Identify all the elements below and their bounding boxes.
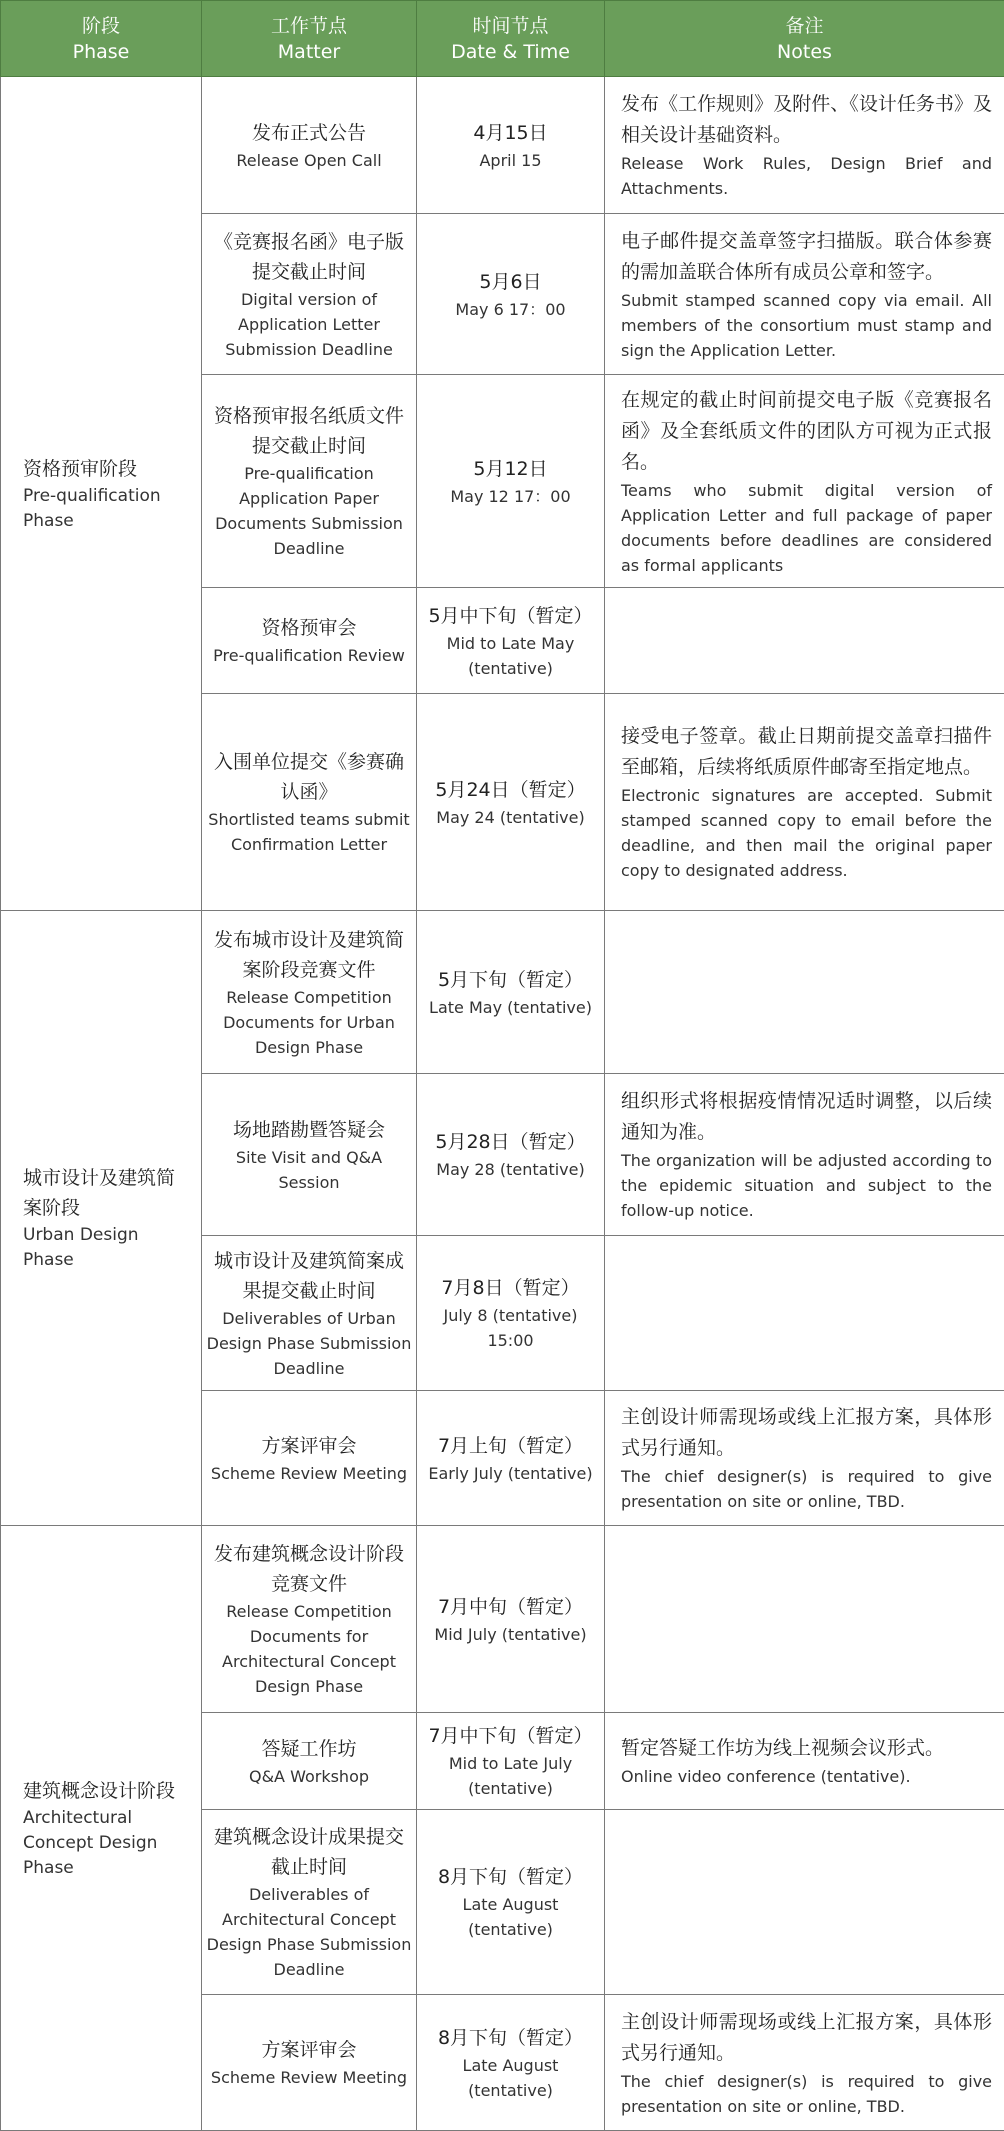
time-cell: [417, 1236, 605, 1391]
phase-cell: [1, 1526, 202, 2131]
header-notes-cn: 备注: [785, 14, 824, 37]
matter-cn: 发布建筑概念设计阶段竞赛文件: [213, 1543, 404, 1595]
matter-cn: 发布正式公告: [251, 121, 366, 144]
notes-en: The organization will be adjusted according to the epidemic situation and subject to the follow-up notice.: [621, 1151, 992, 1220]
matter-cell: [202, 588, 417, 694]
matter-cell: [202, 694, 417, 911]
matter-cell: [202, 1526, 417, 1713]
time-cell: [417, 1995, 605, 2131]
header-phase-en: Phase: [72, 40, 130, 63]
header-notes-en: Notes: [777, 40, 832, 63]
matter-cn: 方案评审会: [261, 1434, 357, 1457]
time-en: July 8 (tentative) 15:00: [443, 1306, 578, 1350]
time-cn: 5月12日: [473, 457, 548, 480]
matter-cn: 场地踏勘暨答疑会: [232, 1118, 385, 1141]
notes-cell: [605, 1810, 1004, 1995]
notes-en: Submit stamped scanned copy via email. All members of the consortium must stamp and sign the Application Letter.: [621, 290, 992, 360]
matter-cell: [202, 1995, 417, 2131]
time-en: May 12 17：00: [450, 486, 571, 506]
time-cell: [417, 1526, 605, 1713]
matter-cn: 答疑工作坊: [261, 1737, 357, 1760]
matter-cn: 发布城市设计及建筑简案阶段竞赛文件: [213, 928, 404, 981]
time-cell: [417, 694, 605, 911]
time-en: May 24 (tentative): [436, 807, 585, 827]
matter-en: Q&A Workshop: [248, 1766, 370, 1786]
matter-cell: [202, 1074, 417, 1236]
time-cn: 4月15日: [473, 121, 548, 144]
time-en: Early July (tentative): [428, 1463, 593, 1483]
notes-cell: [605, 77, 1004, 214]
time-en: Mid July (tentative): [434, 1624, 587, 1644]
header-time-en: Date & Time: [451, 40, 570, 63]
phase-name-cn: 城市设计及建筑简案阶段: [23, 1167, 176, 1219]
notes-en: The chief designer(s) is required to give presentation on site or online, TBD.: [621, 1467, 992, 1511]
time-cn: 7月8日（暂定）: [441, 1277, 580, 1299]
header-notes: [605, 1, 1004, 77]
time-cn: 7月中旬（暂定）: [437, 1595, 584, 1618]
matter-cell: [202, 911, 417, 1074]
time-cell: [417, 911, 605, 1074]
header-time: [417, 1, 605, 77]
notes-cn: 在规定的截止时间前提交电子版《竞赛报名函》及全套纸质文件的团队方可视为正式报名。: [621, 388, 992, 473]
notes-cell: [605, 1074, 1004, 1236]
header-matter-en: Matter: [277, 40, 341, 63]
phase-name-cn: 资格预审阶段: [23, 457, 138, 480]
time-cell: [417, 1074, 605, 1236]
matter-en: Scheme Review Meeting: [210, 1463, 408, 1483]
notes-cn: 发布《工作规则》及附件、《设计任务书》及相关设计基础资料。: [621, 93, 992, 146]
matter-en: Site Visit and Q&A Session: [235, 1147, 383, 1192]
table-row: [1, 911, 1004, 1074]
time-cn: 7月中下旬（暂定）: [428, 1725, 593, 1747]
matter-cell: [202, 1810, 417, 1995]
header-phase: [1, 1, 202, 77]
matter-cell: [202, 1713, 417, 1810]
time-cell: [417, 375, 605, 588]
table-row: [1, 1526, 1004, 1713]
phase-name-en: Urban Design Phase: [23, 1225, 139, 1270]
time-cn: 5月28日（暂定）: [435, 1131, 586, 1153]
phase-cell: [1, 77, 202, 911]
phase-name-en: Pre-qualification Phase: [23, 485, 161, 531]
phase-name-en: Architectural Concept Design Phase: [23, 1807, 158, 1878]
time-en: Mid to Late May (tentative): [446, 633, 575, 678]
phase-name-cn: 建筑概念设计阶段: [23, 1779, 176, 1802]
matter-en: Deliverables of Architectural Concept Design Phase Submission Deadline: [206, 1885, 412, 1979]
notes-en: Online video conference (tentative).: [621, 1767, 911, 1786]
notes-cn: 暂定答疑工作坊为线上视频会议形式。: [621, 1737, 945, 1759]
matter-en: Pre-qualification Application Paper Documents Submission Deadline: [215, 464, 403, 558]
notes-cn: 电子邮件提交盖章签字扫描版。联合体参赛的需加盖联合体所有成员公章和签字。: [621, 229, 992, 283]
matter-en: Pre-qualification Review: [213, 646, 405, 665]
matter-cell: [202, 77, 417, 214]
time-en: Late August (tentative): [462, 2055, 559, 2100]
header-matter: [202, 1, 417, 77]
matter-cn: 城市设计及建筑简案成果提交截止时间: [213, 1249, 404, 1302]
notes-cell: [605, 214, 1004, 375]
time-cn: 7月上旬（暂定）: [437, 1434, 584, 1457]
matter-en: Shortlisted teams submit Confirmation Letter: [208, 810, 410, 854]
matter-en: Release Competition Documents for Architectural Concept Design Phase: [222, 1602, 396, 1696]
time-en: May 6 17：00: [455, 299, 566, 319]
header-time-cn: 时间节点: [472, 14, 549, 37]
matter-cn: 入围单位提交《参赛确认函》: [213, 751, 404, 803]
notes-en: Teams who submit digital version of Application Letter and full package of paper documents before deadlines are considered as formal applicants: [621, 480, 992, 575]
matter-cell: [202, 214, 417, 375]
time-cn: 5月下旬（暂定）: [437, 968, 584, 991]
time-cell: [417, 1810, 605, 1995]
notes-en: The chief designer(s) is required to give presentation on site or online, TBD.: [621, 2071, 992, 2116]
notes-cell: [605, 375, 1004, 588]
notes-cn: 主创设计师需现场或线上汇报方案，具体形式另行通知。: [621, 2010, 992, 2064]
time-cell: [417, 77, 605, 214]
schedule-body: [1, 77, 1004, 2131]
header-row: [1, 1, 1004, 77]
time-cn: 5月中下旬（暂定）: [428, 604, 593, 627]
header-matter-cn: 工作节点: [270, 14, 347, 37]
time-en: May 28 (tentative): [436, 1160, 585, 1179]
notes-cell: [605, 694, 1004, 911]
matter-en: Release Open Call: [236, 150, 382, 170]
matter-cn: 方案评审会: [261, 2039, 357, 2061]
notes-cell: [605, 1236, 1004, 1391]
time-en: April 15: [479, 150, 542, 170]
matter-cell: [202, 1391, 417, 1526]
notes-cn: 组织形式将根据疫情情况适时调整，以后续通知为准。: [621, 1090, 992, 1143]
notes-en: Release Work Rules, Design Brief and Attachments.: [621, 154, 992, 198]
notes-cn: 接受电子签章。截止日期前提交盖章扫描件至邮箱，后续将纸质原件邮寄至指定地点。: [621, 725, 992, 778]
notes-cell: [605, 911, 1004, 1074]
matter-en: Digital version of Application Letter Submission Deadline: [225, 289, 393, 359]
notes-cell: [605, 1995, 1004, 2131]
matter-cn: 《竞赛报名函》电子版提交截止时间: [213, 230, 404, 283]
time-en: Late May (tentative): [429, 997, 592, 1017]
matter-cn: 资格预审报名纸质文件提交截止时间: [213, 405, 404, 457]
notes-cell: [605, 1713, 1004, 1810]
notes-en: Electronic signatures are accepted. Submit stamped scanned copy to email before the deadline, and then mail the original paper copy to designated address.: [621, 786, 992, 880]
time-cn: 8月下旬（暂定）: [437, 1866, 584, 1888]
matter-cn: 资格预审会: [261, 617, 357, 639]
table-row: [1, 77, 1004, 214]
notes-cell: [605, 588, 1004, 694]
matter-en: Scheme Review Meeting: [210, 2068, 408, 2087]
notes-cell: [605, 1391, 1004, 1526]
time-cn: 5月24日（暂定）: [435, 778, 586, 801]
time-cell: [417, 1391, 605, 1526]
header-phase-cn: 阶段: [81, 14, 120, 37]
time-cell: [417, 588, 605, 694]
time-cell: [417, 1713, 605, 1810]
notes-cell: [605, 1526, 1004, 1713]
notes-cn: 主创设计师需现场或线上汇报方案，具体形式另行通知。: [621, 1406, 992, 1459]
matter-en: Release Competition Documents for Urban Design Phase: [223, 987, 395, 1057]
time-cn: 8月下旬（暂定）: [437, 2026, 584, 2049]
time-en: Late August (tentative): [462, 1895, 559, 1939]
time-cell: [417, 214, 605, 375]
matter-cn: 建筑概念设计成果提交截止时间: [213, 1826, 404, 1878]
time-en: Mid to Late July (tentative): [448, 1754, 573, 1798]
matter-en: Deliverables of Urban Design Phase Submission Deadline: [206, 1308, 412, 1378]
matter-cell: [202, 1236, 417, 1391]
time-cn: 5月6日: [479, 270, 542, 293]
matter-cell: [202, 375, 417, 588]
phase-cell: [1, 911, 202, 1526]
